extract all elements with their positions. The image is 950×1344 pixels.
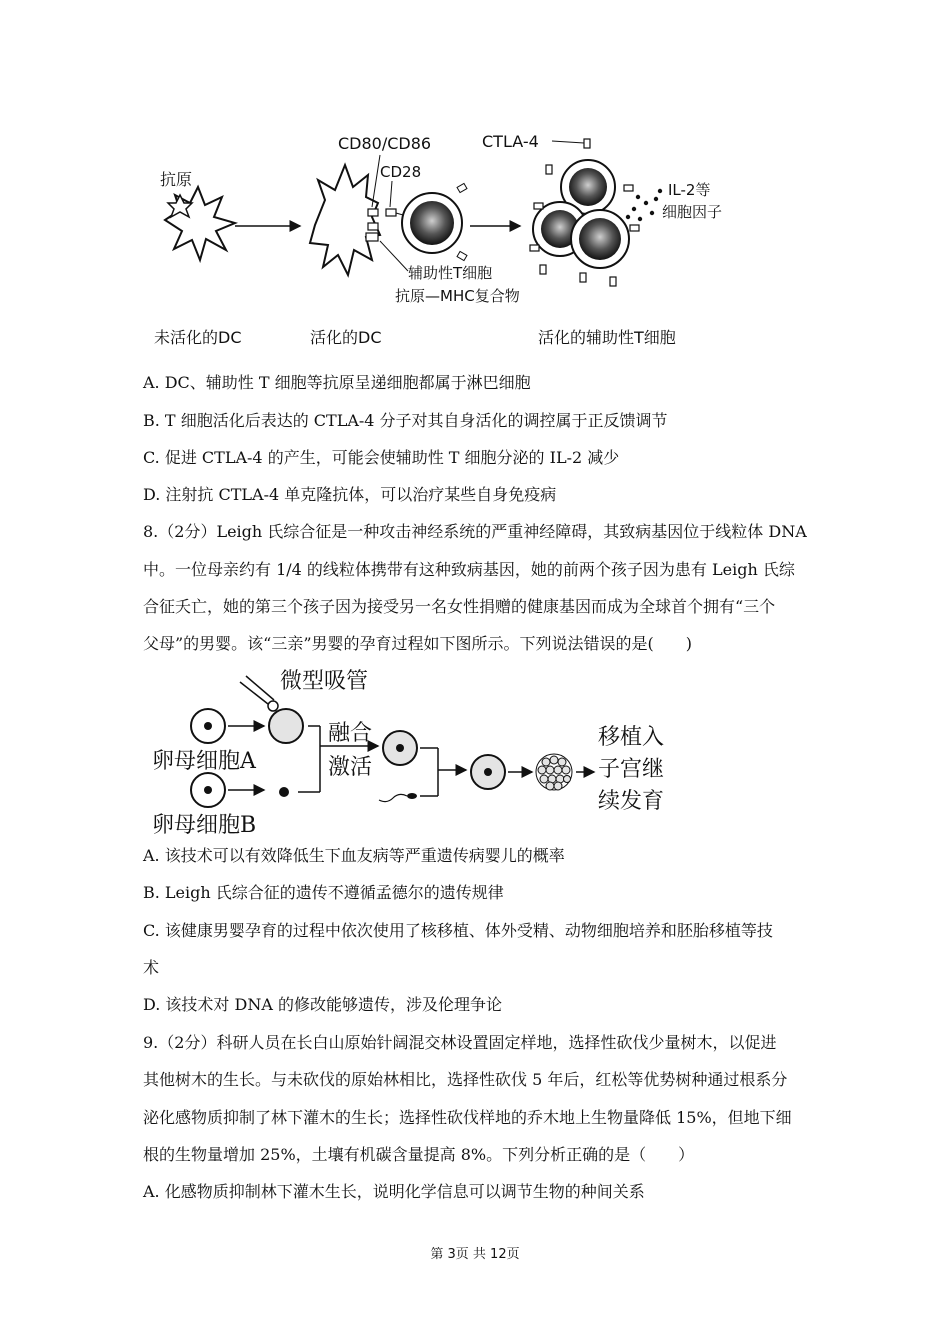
page-footer: 第 3页 共 12页 <box>430 1247 520 1262</box>
transfer-label-2: 子宫继 <box>598 757 665 782</box>
enucleated-oocyte <box>269 709 303 743</box>
q8-stem-line: 中。一位母亲约有 1/4 的线粒体携带有这种致病基因，她的前两个孩子因为患有 Leigh 氏综 <box>143 560 795 579</box>
dc-activation-figure <box>140 125 760 355</box>
sperm <box>407 793 417 799</box>
helper-t-nucleus <box>410 201 454 245</box>
q9-stem-line: 根的生物量增加 25%，土壤有机碳含量提高 8%。下列分析正确的是（ ） <box>143 1145 695 1164</box>
q9-stem-line: 其他树木的生长。与未砍伐的原始林相比，选择性砍伐 5 年后，红松等优势树种通过根系分 <box>143 1070 788 1089</box>
q9-stem-line: 泌化感物质抑制了林下灌木的生长；选择性砍伐样地的乔木地上生物量降低 15%，但地下细 <box>143 1108 792 1127</box>
micropipette <box>240 682 268 704</box>
cd28-receptor <box>386 209 396 216</box>
early-embryo <box>536 754 572 790</box>
q8-option-b: B. Leigh 氏综合征的遗传不遵循孟德尔的遗传规律 <box>143 883 504 902</box>
q8-option-c-cont: 术 <box>143 958 160 977</box>
antigen-label: 抗原 <box>160 170 193 189</box>
q8-stem-line: 合征夭亡，她的第三个孩子因为接受另一名女性捐赠的健康基因而成为全球首个拥有“三个 <box>143 597 776 616</box>
fusion-label: 融合 <box>328 721 373 746</box>
activated-dc-cell <box>310 165 380 275</box>
inactive-dc-caption: 未活化的DC <box>154 328 242 347</box>
oocyte-b-label: 卵母细胞B <box>152 813 257 838</box>
mhc-label: 抗原—MHC复合物 <box>395 287 520 305</box>
q8-option-c: C. 该健康男婴孕育的过程中依次使用了核移植、体外受精、动物细胞培养和胚胎移植等技 <box>143 921 773 940</box>
q7-option-c: C. 促进 CTLA-4 的产生，可能会使辅助性 T 细胞分泌的 IL-2 减少 <box>143 448 620 467</box>
active-th-caption: 活化的辅助性T细胞 <box>538 328 676 347</box>
cd80-label: CD80/CD86 <box>338 134 432 153</box>
q8-option-d: D. 该技术对 DNA 的修改能够遗传，涉及伦理争论 <box>143 995 502 1014</box>
active-dc-caption: 活化的DC <box>310 328 382 347</box>
q9-option-a: A. 化感物质抑制林下灌木生长，说明化学信息可以调节生物的种间关系 <box>143 1182 645 1201</box>
cd28-label: CD28 <box>380 163 422 181</box>
q8-stem-line: 8.（2分）Leigh 氏综合征是一种攻击神经系统的严重神经障碍，其致病基因位于线粒体 DNA <box>143 522 807 541</box>
cd80-receptor <box>368 223 378 230</box>
q8-option-a: A. 该技术可以有效降低生下血友病等严重遗传病婴儿的概率 <box>143 846 565 865</box>
pipette-label: 微型吸管 <box>280 669 369 694</box>
activate-label: 激活 <box>328 755 373 780</box>
transfer-label-1: 移植入 <box>598 725 665 750</box>
cytokine-dots <box>626 189 662 221</box>
three-parent-figure <box>148 660 688 840</box>
transfer-label-3: 续发育 <box>598 789 665 814</box>
q7-option-d: D. 注射抗 CTLA-4 单克隆抗体，可以治疗某些自身免疫病 <box>143 485 557 504</box>
q8-stem-line: 父母”的男婴。该“三亲”男婴的孕育过程如下图所示。下列说法错误的是( ) <box>143 634 693 653</box>
spindle-nucleus <box>279 787 289 797</box>
cd80-receptor <box>368 209 378 216</box>
q7-option-b: B. T 细胞活化后表达的 CTLA-4 分子对其自身活化的调控属于正反馈调节 <box>143 411 668 430</box>
mhc-complex <box>366 233 378 241</box>
q7-option-a: A. DC、辅助性 T 细胞等抗原呈递细胞都属于淋巴细胞 <box>143 373 531 392</box>
cytokine-label: 细胞因子 <box>662 203 723 221</box>
inactive-dc-cell <box>165 187 235 260</box>
il2-label: IL-2等 <box>668 181 711 199</box>
ctla4-label: CTLA-4 <box>482 132 539 151</box>
q9-stem-line: 9.（2分）科研人员在长白山原始针阔混交林设置固定样地，选择性砍伐少量树木，以促进 <box>143 1033 777 1052</box>
helper-t-label: 辅助性T细胞 <box>408 264 493 282</box>
oocyte-a-label: 卵母细胞A <box>152 749 256 774</box>
